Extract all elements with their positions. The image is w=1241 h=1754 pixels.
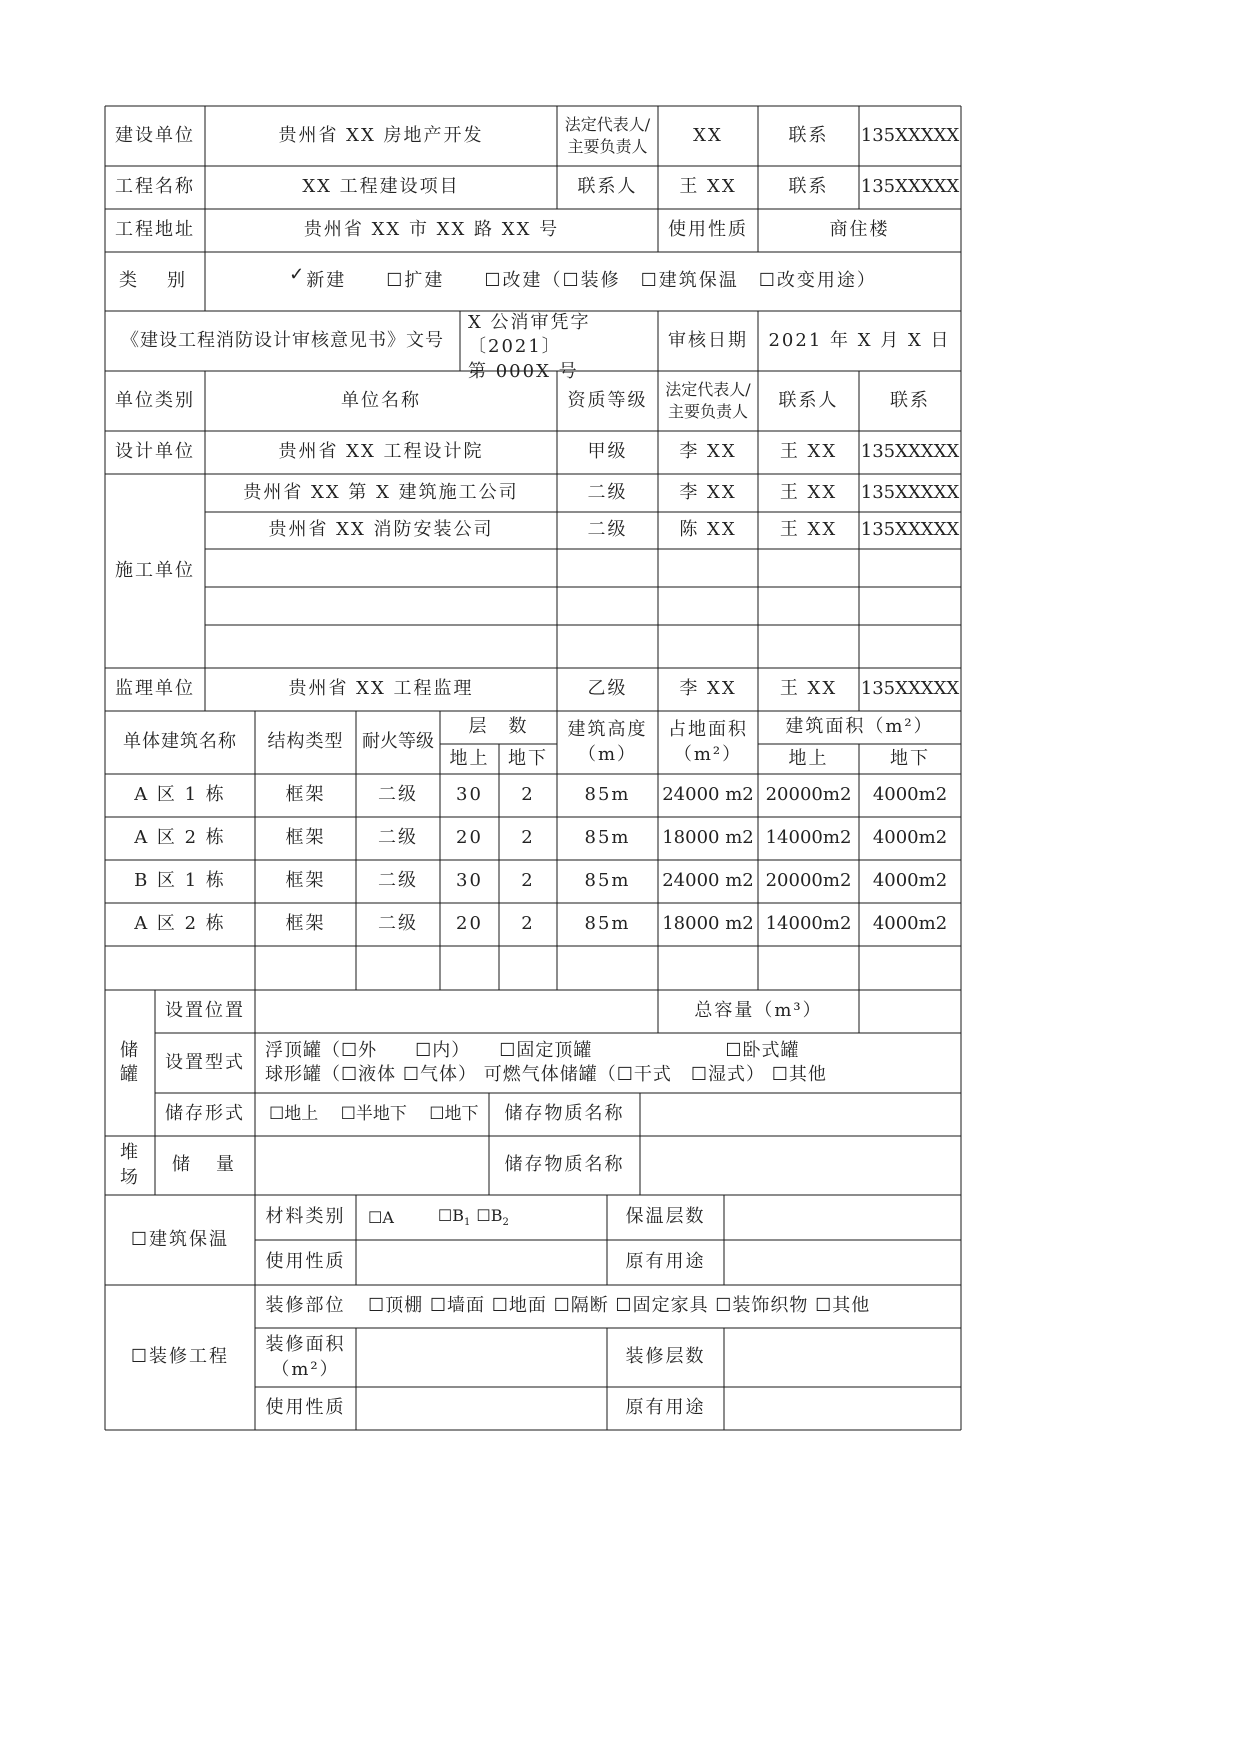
building-floors-below: 2 bbox=[521, 784, 535, 806]
design-unit-name: 贵州省 XX 工程设计院 bbox=[278, 441, 484, 463]
unit-rep-header: 法定代表人/主要负责人 bbox=[665, 380, 751, 421]
insulation-option-b1-text: ☐B bbox=[437, 1206, 465, 1226]
building-name: B 区 1 栋 bbox=[134, 870, 226, 892]
floor-area-above-header: 地上 bbox=[788, 747, 829, 769]
opinion-number-line1: X 公消审凭字〔2021〕 bbox=[468, 312, 591, 358]
supervision-unit-grade: 乙级 bbox=[587, 678, 628, 700]
yard-label-char1: 堆 bbox=[120, 1142, 140, 1164]
building-floors-below: 2 bbox=[521, 870, 535, 892]
tank-storage-form-options: ☐地上 ☐半地下 ☐地下 bbox=[269, 1104, 479, 1125]
supervision-unit-phone: 135XXXXX bbox=[860, 678, 960, 700]
building-area-above: 20000m2 bbox=[765, 870, 852, 892]
opinion-label: 《建设工程消防设计审核意见书》文号 bbox=[121, 329, 444, 351]
owner-contact-value: 135XXXXX bbox=[860, 124, 960, 146]
category-label: 类 别 bbox=[119, 270, 191, 292]
decoration-parts-label: 装修部位 bbox=[265, 1295, 346, 1317]
building-floors-above: 20 bbox=[456, 913, 483, 935]
address-label: 工程地址 bbox=[115, 219, 195, 241]
insulation-option-a: ☐A bbox=[368, 1207, 394, 1227]
tank-type-line2: 球形罐（☐液体 ☐气体） 可燃气体储罐（☐干式 ☐湿式） ☐其他 bbox=[265, 1064, 827, 1085]
building-rating: 二级 bbox=[378, 827, 418, 849]
floors-below-header: 地下 bbox=[508, 747, 548, 769]
floors-header: 层 数 bbox=[468, 716, 529, 738]
use-value: 商住楼 bbox=[829, 219, 890, 241]
tank-material-label: 储存物质名称 bbox=[504, 1103, 625, 1125]
project-contact-person-value: 王 XX bbox=[679, 176, 737, 198]
construction-unit-phone: 135XXXXX bbox=[860, 519, 960, 541]
project-contact-label: 联系 bbox=[788, 176, 829, 198]
insulation-original-use-label: 原有用途 bbox=[625, 1251, 706, 1273]
decoration-original-use-label: 原有用途 bbox=[625, 1397, 706, 1419]
construction-unit-person: 王 XX bbox=[779, 481, 838, 503]
construction-unit-name: 贵州省 XX 消防安装公司 bbox=[268, 519, 494, 541]
building-rating: 二级 bbox=[378, 870, 418, 892]
tank-label-char1: 储 bbox=[120, 1039, 140, 1061]
building-structure: 框架 bbox=[285, 784, 326, 806]
construction-unit-person: 王 XX bbox=[779, 519, 838, 541]
building-area-below: 4000m2 bbox=[872, 870, 948, 892]
use-label: 使用性质 bbox=[668, 219, 748, 241]
project-contact-person-label: 联系人 bbox=[577, 176, 638, 198]
opinion-number bbox=[460, 311, 658, 382]
project-label: 工程名称 bbox=[115, 176, 195, 198]
building-area-below: 4000m2 bbox=[872, 913, 948, 935]
floors-above-header: 地上 bbox=[449, 747, 490, 769]
owner-label: 建设单位 bbox=[115, 124, 195, 146]
tank-storage-form-label: 储存形式 bbox=[165, 1103, 245, 1125]
address-value: 贵州省 XX 市 XX 路 XX 号 bbox=[303, 219, 560, 241]
building-height: 85m bbox=[584, 827, 631, 849]
building-name-header: 单体建筑名称 bbox=[123, 731, 237, 753]
owner-value: 贵州省 XX 房地产开发 bbox=[278, 124, 484, 146]
fire-rating-header: 耐火等级 bbox=[362, 731, 434, 753]
building-name: A 区 2 栋 bbox=[134, 913, 226, 935]
building-footprint: 18000 m2 bbox=[662, 827, 754, 849]
supervision-unit-name: 贵州省 XX 工程监理 bbox=[288, 678, 474, 700]
construction-unit-label: 施工单位 bbox=[115, 559, 195, 581]
tank-type-line1: 浮顶罐（☐外 ☐内） ☐固定顶罐 ☐卧式罐 bbox=[265, 1039, 800, 1061]
building-rating: 二级 bbox=[378, 913, 418, 935]
design-unit-rep: 李 XX bbox=[679, 441, 737, 463]
height-header bbox=[557, 711, 658, 774]
footprint-header-unit: （m²） bbox=[673, 743, 743, 765]
decoration-parts-options: ☐顶棚 ☐墙面 ☐地面 ☐隔断 ☐固定家具 ☐装饰织物 ☐其他 bbox=[368, 1295, 871, 1317]
decoration-label: ☐装修工程 bbox=[130, 1346, 230, 1368]
footprint-header-label: 占地面积 bbox=[668, 719, 748, 741]
building-footprint: 18000 m2 bbox=[662, 913, 754, 935]
construction-unit-grade: 二级 bbox=[587, 481, 628, 503]
supervision-unit-label: 监理单位 bbox=[115, 678, 195, 700]
height-header-label: 建筑高度 bbox=[567, 719, 648, 741]
design-unit-grade: 甲级 bbox=[587, 441, 628, 463]
yard-label bbox=[105, 1136, 155, 1195]
category-options-line bbox=[205, 252, 961, 311]
project-contact-value: 135XXXXX bbox=[860, 176, 960, 198]
supervision-unit-person: 王 XX bbox=[779, 678, 838, 700]
qualification-header: 资质等级 bbox=[567, 389, 648, 411]
review-date-label: 审核日期 bbox=[668, 329, 748, 351]
owner-rep-label: 法定代表人/主要负责人 bbox=[564, 115, 651, 156]
design-unit-person: 王 XX bbox=[779, 441, 838, 463]
tank-label bbox=[105, 990, 155, 1136]
unit-contact-header: 联系 bbox=[890, 389, 930, 411]
building-area-below: 4000m2 bbox=[872, 827, 948, 849]
building-rating: 二级 bbox=[378, 784, 418, 806]
decoration-area-label-line2: （m²） bbox=[271, 1358, 340, 1380]
insulation-option-b2-sub: 2 bbox=[502, 1217, 509, 1229]
tank-type-options bbox=[255, 1033, 961, 1093]
insulation-option-b1-sub: 1 bbox=[464, 1217, 471, 1229]
opinion-number-line2: 第 000X 号 bbox=[468, 360, 579, 382]
decoration-layers-label: 装修层数 bbox=[625, 1346, 706, 1368]
unit-contact-person-header: 联系人 bbox=[778, 389, 839, 411]
insulation-label: ☐建筑保温 bbox=[130, 1228, 230, 1250]
construction-unit-phone: 135XXXXX bbox=[860, 481, 960, 503]
insulation-layers-label: 保温层数 bbox=[625, 1206, 706, 1228]
tank-type-label: 设置型式 bbox=[165, 1051, 245, 1073]
building-floors-above: 30 bbox=[456, 784, 483, 806]
floor-area-below-header: 地下 bbox=[890, 747, 930, 769]
height-header-unit: （m） bbox=[577, 743, 638, 765]
design-unit-label: 设计单位 bbox=[115, 441, 195, 463]
tank-location-label: 设置位置 bbox=[165, 1000, 245, 1022]
structure-header: 结构类型 bbox=[267, 731, 344, 753]
building-floors-above: 20 bbox=[456, 827, 483, 849]
design-unit-phone: 135XXXXX bbox=[860, 441, 960, 463]
tank-label-char2: 罐 bbox=[120, 1064, 140, 1085]
building-structure: 框架 bbox=[285, 827, 326, 849]
building-name: A 区 1 栋 bbox=[134, 784, 226, 806]
yard-amount-label: 储 量 bbox=[172, 1154, 238, 1176]
insulation-material-options bbox=[356, 1195, 607, 1240]
building-area-above: 14000m2 bbox=[765, 827, 852, 849]
building-structure: 框架 bbox=[285, 870, 326, 892]
construction-unit-grade: 二级 bbox=[587, 519, 628, 541]
building-height: 85m bbox=[584, 870, 631, 892]
supervision-unit-rep: 李 XX bbox=[679, 678, 737, 700]
yard-label-char2: 场 bbox=[120, 1166, 140, 1188]
check-icon: ✓ bbox=[289, 264, 307, 286]
building-area-above: 20000m2 bbox=[765, 784, 852, 806]
building-area-above: 14000m2 bbox=[765, 913, 852, 935]
building-floors-below: 2 bbox=[521, 827, 535, 849]
unit-type-header: 单位类别 bbox=[115, 389, 195, 411]
unit-name-header: 单位名称 bbox=[341, 389, 421, 411]
tank-capacity-label: 总容量（m³） bbox=[694, 1000, 823, 1022]
insulation-option-b2 bbox=[476, 1205, 508, 1230]
owner-rep-value: XX bbox=[693, 124, 723, 146]
building-footprint: 24000 m2 bbox=[662, 784, 754, 806]
building-floors-above: 30 bbox=[456, 870, 483, 892]
building-area-below: 4000m2 bbox=[872, 784, 948, 806]
construction-unit-rep: 李 XX bbox=[679, 481, 737, 503]
decoration-use-label: 使用性质 bbox=[265, 1397, 346, 1419]
yard-material-label: 储存物质名称 bbox=[504, 1154, 625, 1176]
decoration-area-label bbox=[255, 1328, 356, 1387]
footprint-header bbox=[658, 711, 758, 774]
insulation-option-b2-text: ☐B bbox=[476, 1206, 503, 1226]
owner-contact-label: 联系 bbox=[788, 124, 829, 146]
building-floors-below: 2 bbox=[521, 913, 535, 935]
decoration-area-label-line1: 装修面积 bbox=[265, 1334, 346, 1356]
building-footprint: 24000 m2 bbox=[662, 870, 754, 892]
building-height: 85m bbox=[584, 913, 631, 935]
insulation-use-label: 使用性质 bbox=[265, 1251, 346, 1273]
building-name: A 区 2 栋 bbox=[134, 827, 226, 849]
construction-unit-rep: 陈 XX bbox=[679, 519, 737, 541]
insulation-option-b1 bbox=[438, 1205, 470, 1230]
building-height: 85m bbox=[584, 784, 631, 806]
review-date-value: 2021 年 X 月 X 日 bbox=[768, 329, 951, 351]
project-value: XX 工程建设项目 bbox=[302, 176, 460, 198]
construction-unit-name: 贵州省 XX 第 X 建筑施工公司 bbox=[243, 481, 519, 503]
category-options: 新建 ☐扩建 ☐改建（☐装修 ☐建筑保温 ☐改变用途） bbox=[306, 270, 877, 292]
building-structure: 框架 bbox=[285, 913, 326, 935]
insulation-material-label: 材料类别 bbox=[265, 1206, 346, 1228]
floor-area-header: 建筑面积（m²） bbox=[785, 716, 934, 738]
